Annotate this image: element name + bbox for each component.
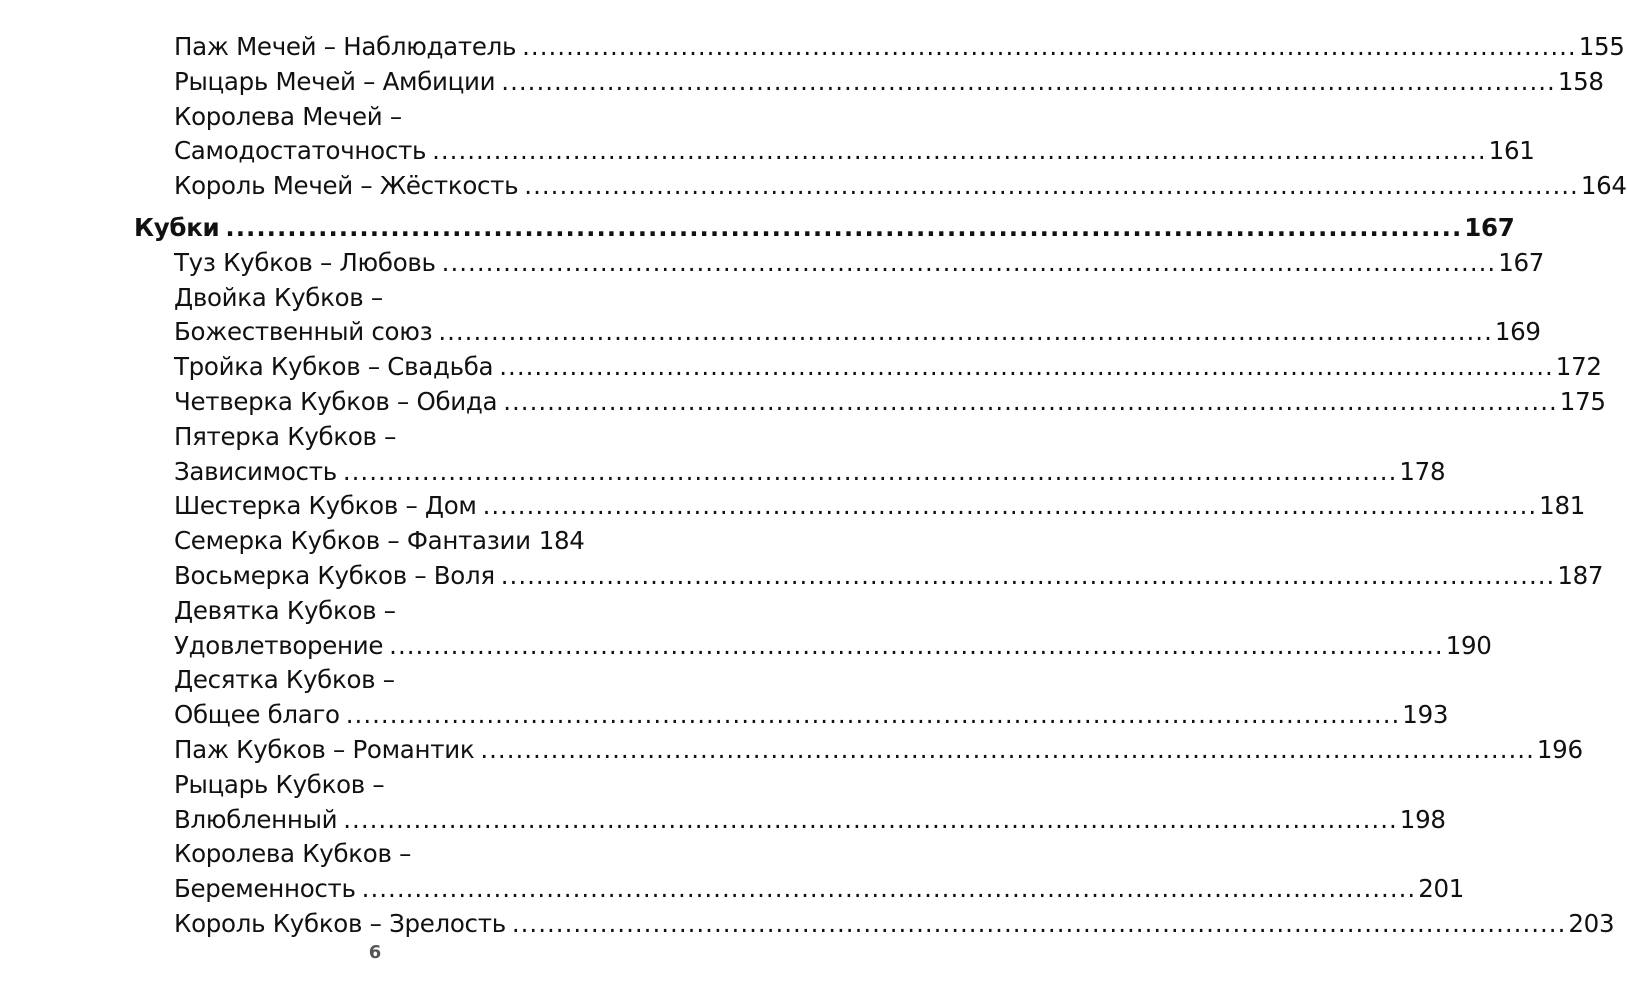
dot-leader: ........................................................................................................................ [482,491,1538,520]
dot-leader: ........................................................................................................................ [345,700,1401,729]
toc-entry [174,629,1492,663]
toc-entry-title: Паж Мечей – Наблюдатель [174,32,517,61]
dot-leader: ........................................................................................................................ [511,909,1567,938]
toc-entry [174,907,1615,941]
toc-entry [174,30,1625,64]
toc-entry [174,489,1586,523]
toc-page-number: 175 [1559,387,1606,416]
dot-leader: ........................................................................................................................ [342,457,1398,486]
toc-entry-title-line [174,768,580,802]
toc-entry [174,803,1446,837]
toc-entry-title-line [174,837,580,871]
toc-entry [174,733,1583,767]
toc-entry-title: Двойка Кубков – [174,283,383,312]
toc-page-number: 198 [1399,805,1446,834]
toc-entry [174,385,1606,419]
toc-entry-title-line [174,281,580,315]
toc-entry [174,169,1627,203]
toc-entry [174,455,1446,489]
toc-page-number: 187 [1557,561,1604,590]
dot-leader: ........................................................................................................................ [343,805,1398,834]
toc-entry-title: Удовлетворение [174,631,384,660]
dot-leader: ........................................................................................................................ [361,874,1417,903]
toc-entry [174,315,1541,349]
toc-entry-title: Король Мечей – Жёсткость [174,171,519,200]
toc-page-number: 158 [1557,67,1604,96]
toc-entry-title: Божественный союз [174,317,433,346]
toc-entry [174,350,1602,384]
toc-page-number: 196 [1536,735,1583,764]
toc-entry [174,698,1449,732]
dot-leader: ........................................................................................................................ [522,32,1577,61]
dot-leader: ........................................................................................................................ [432,136,1487,165]
dot-leader: ........................................................................................................................ [499,352,1554,381]
toc-entry-title: Королева Кубков – [174,839,412,868]
dot-leader: ........................................................................................................................ [503,387,1558,416]
toc-entry-title: Влюбленный [174,805,338,834]
toc-entry-title: Десятка Кубков – [174,665,395,694]
toc-entry-title: Рыцарь Кубков – [174,770,385,799]
toc-entry-title: Беременность [174,874,356,903]
toc-entry-title: Четверка Кубков – Обида [174,387,498,416]
toc-entry-title: Королева Мечей – [174,102,402,131]
toc-entry-title: Восьмерка Кубков – Воля [174,561,495,590]
toc-entry [174,65,1604,99]
toc-entry-title: Туз Кубков – Любовь [174,248,436,277]
toc-entry-title-line [174,100,580,134]
toc-entry-title: Рыцарь Мечей – Амбиции [174,67,496,96]
toc-page-number: 203 [1568,909,1615,938]
dot-leader: ........................................................................................................................ [480,735,1535,764]
toc-section-heading [134,211,1515,245]
toc-entry-title: Шестерка Кубков – Дом [174,491,477,520]
dot-leader: ........................................................................................................................ [389,631,1444,660]
toc-entry [174,524,585,558]
toc-entry-title: Тройка Кубков – Свадьба [174,352,494,381]
toc-entry-title: Общее благо [174,700,340,729]
dot-leader: ........................................................................................................................ [441,248,1497,277]
toc-entry-title-line [174,420,580,454]
toc-entry [174,559,1604,593]
toc-page-number: 184 [538,526,585,555]
toc-entry [174,246,1545,280]
toc-entry-title: Паж Кубков – Романтик [174,735,475,764]
toc-entry-title: Король Кубков – Зрелость [174,909,506,938]
toc-entry-title: Зависимость [174,457,337,486]
toc-entry-title: Самодостаточность [174,136,427,165]
toc-entry-title: Кубки [134,213,220,242]
toc-page-number: 155 [1578,32,1625,61]
dot-leader: ........................................................................................................................ [524,171,1579,200]
toc-page-number: 172 [1555,352,1602,381]
page-number: 6 [368,942,382,963]
toc-entry-title-line [174,663,580,697]
toc-page-number: 190 [1445,631,1492,660]
toc-entry-title: Девятка Кубков – [174,596,396,625]
toc-page-number: 161 [1488,136,1535,165]
toc-entry-title-line [174,594,580,628]
toc-page-number: 167 [1498,248,1545,277]
toc-entry [174,134,1535,168]
toc-entry-title: Пятерка Кубков – [174,422,397,451]
toc-page-number: 181 [1539,491,1586,520]
toc-entry [174,872,1465,906]
dot-leader: ........................................................................................................................ [500,561,1556,590]
dot-leader: ........................................................................................................................ [438,317,1493,346]
dot-leader: ........................................................................................................................ [501,67,1556,96]
toc-page-number: 167 [1464,213,1515,242]
dot-leader: ........................................................................................................................ [225,213,1463,242]
toc-page-number: 164 [1580,171,1627,200]
toc-page-number: 169 [1494,317,1541,346]
toc-page-number: 178 [1399,457,1446,486]
toc-page-number: 193 [1402,700,1449,729]
toc-entry-title: Семерка Кубков – Фантазии [174,526,531,555]
toc-page-number: 201 [1418,874,1465,903]
